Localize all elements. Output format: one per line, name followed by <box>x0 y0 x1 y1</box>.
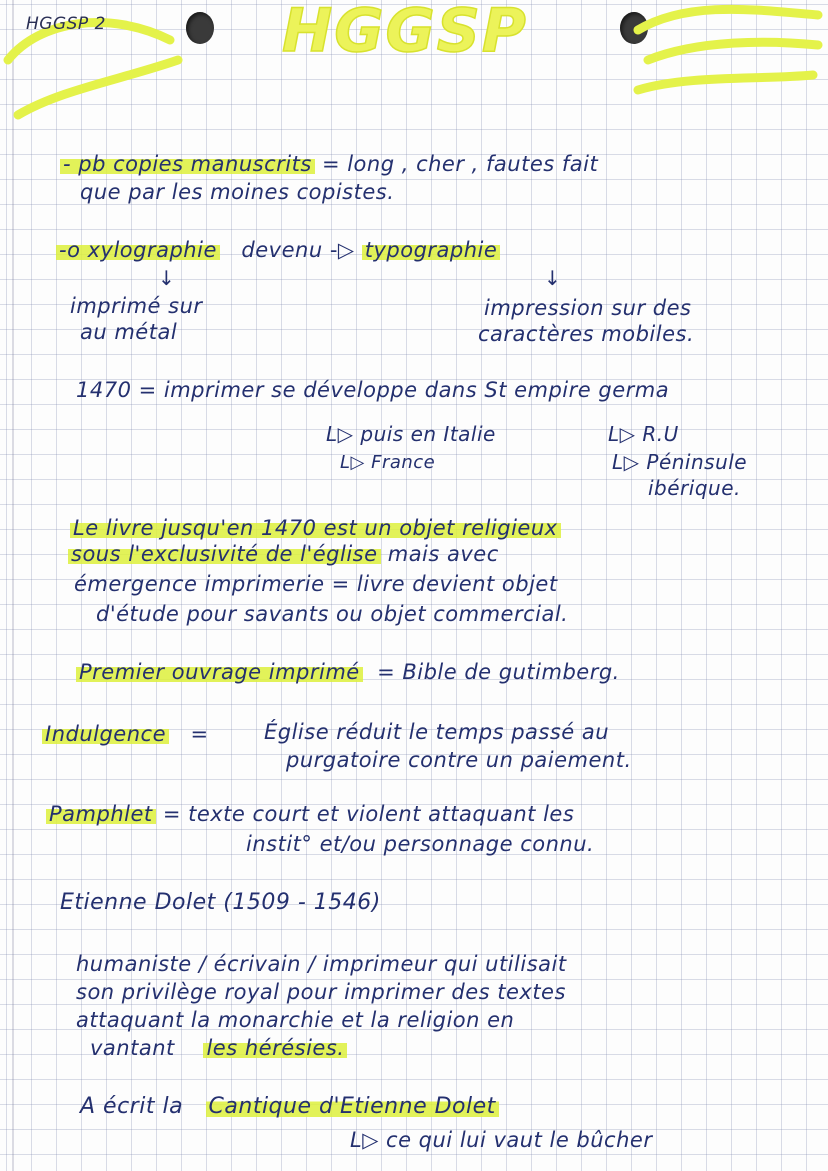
down-arrow-icon: ↓ <box>544 266 562 290</box>
highlighted-term: Pamphlet <box>46 802 156 826</box>
note-line: 1470 = imprimer se développe dans St empire germa <box>76 378 670 402</box>
highlighter-swirl-right <box>628 0 828 110</box>
note-line: L▷ puis en Italie <box>326 422 496 446</box>
page-label: HGGSP 2 <box>26 14 106 34</box>
note-line: L▷ Péninsule <box>612 450 748 474</box>
note-line: L▷ ce qui lui vaut le bûcher <box>350 1128 653 1152</box>
highlighted-term: les hérésies. <box>203 1036 347 1060</box>
page-margin <box>12 0 14 1171</box>
note-line <box>76 660 620 684</box>
highlighted-term: Premier ouvrage imprimé <box>76 660 363 684</box>
note-line: humaniste / écrivain / imprimeur qui utilisait <box>76 952 567 976</box>
note-line: au métal <box>80 320 178 344</box>
note-line: attaquant la monarchie et la religion en <box>76 1008 515 1032</box>
note-line: instit° et/ou personnage connu. <box>246 832 595 856</box>
note-line <box>70 516 561 540</box>
note-line <box>80 1094 499 1119</box>
note-line: son privilège royal pour imprimer des textes <box>76 980 566 1004</box>
down-arrow-icon: ↓ <box>158 266 176 290</box>
note-line: L▷ France <box>340 452 436 473</box>
note-text: vantant <box>90 1036 175 1060</box>
note-line: purgatoire contre un paiement. <box>286 748 632 772</box>
note-line <box>68 542 499 566</box>
note-line <box>42 722 209 746</box>
note-text: = texte court et violent attaquant les <box>162 802 575 826</box>
note-text: mais avec <box>387 542 499 566</box>
note-heading: Etienne Dolet (1509 - 1546) <box>60 890 381 915</box>
note-line: imprimé sur <box>70 294 203 318</box>
note-text: = long , cher , fautes fait <box>321 152 599 176</box>
note-line: émergence imprimerie = livre devient objet <box>74 572 558 596</box>
highlighted-sentence: sous l'exclusivité de l'église <box>68 542 381 566</box>
note-text: = Bible de gutimberg. <box>377 660 620 684</box>
highlighted-term: Indulgence <box>42 722 169 746</box>
note-line: L▷ R.U <box>608 422 679 446</box>
note-text: = <box>190 722 209 746</box>
highlighted-sentence: Le livre jusqu'en 1470 est un objet religieux <box>70 516 561 540</box>
note-line: d'étude pour savants ou objet commercial. <box>96 602 569 626</box>
punch-hole-left <box>186 12 214 44</box>
page-title: HGGSP <box>282 0 528 66</box>
note-line <box>60 152 598 176</box>
note-line <box>46 802 574 826</box>
note-line: Église réduit le temps passé au <box>264 720 610 744</box>
note-text: devenu <box>241 238 323 262</box>
arrow-icon: -▷ <box>329 238 355 262</box>
note-line <box>56 238 500 262</box>
highlighted-term: - pb copies manuscrits <box>60 152 315 176</box>
note-line: que par les moines copistes. <box>80 180 395 204</box>
note-line: ibérique. <box>648 476 741 500</box>
note-line <box>90 1036 347 1060</box>
note-line: impression sur des <box>484 296 692 320</box>
highlighted-term: Cantique d'Etienne Dolet <box>206 1094 499 1119</box>
highlighted-term: -o xylographie <box>56 238 220 262</box>
highlighted-term: typographie <box>362 238 501 262</box>
note-text: A écrit la <box>80 1094 184 1119</box>
note-line: caractères mobiles. <box>478 322 695 346</box>
